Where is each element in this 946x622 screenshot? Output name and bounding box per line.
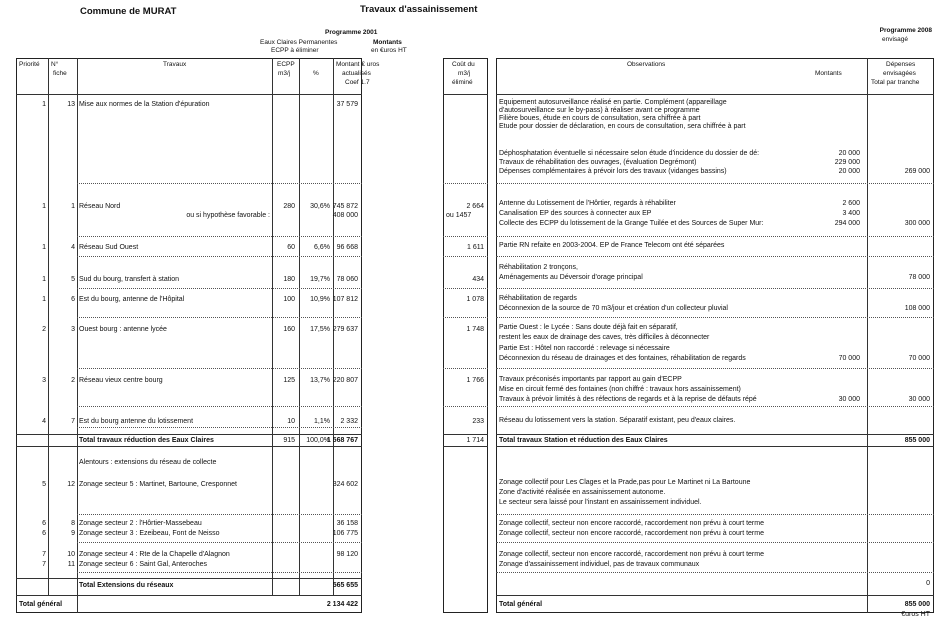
cout-cell: 1 766	[466, 377, 484, 384]
ecpp-cell: 10	[287, 418, 295, 425]
fiche-cell: 1	[71, 203, 75, 210]
cout-cell: 434	[472, 276, 484, 283]
travaux-lotissement: Est du bourg antenne du lotissement	[79, 418, 194, 425]
obs-line: Collecte des ECPP du lotissement de la Grange Tuilée et des Sources de Super Mur:	[499, 220, 764, 227]
cout-cell: 1 611	[467, 244, 484, 251]
fiche-cell: 9	[71, 530, 75, 537]
montant-cell: 36 158	[336, 520, 358, 527]
fiche-cell: 11	[67, 561, 75, 568]
obs-line: restent les eaux de drainage des caves, très difficiles à déconnecter	[499, 334, 710, 341]
obs-line: Zone d'activité réalisée en assainissement autonome.	[499, 489, 666, 496]
obs-line: Déconnexion de la source de 70 m3/jour et création d'un collecteur pluvial	[499, 305, 728, 312]
col-dep-2: envisagées	[883, 70, 916, 77]
obs-line: Zonage collectif pour Les Clages et la Prade,pas pour Le Martinet ni La Bartoune	[499, 479, 751, 486]
obs-line: Travaux préconisés importants par rapport au gain d'ECPP	[499, 376, 682, 383]
ecpp-cell: 60	[287, 244, 295, 251]
montant-total-general: 2 134 422	[326, 601, 358, 608]
cout-cell: 233	[472, 418, 484, 425]
alt-hypothese-label: ou si hypothèse favorable :	[186, 212, 270, 219]
alentours-label: Alentours : extensions du réseau de collecte	[79, 459, 217, 466]
montants-header: Montants	[373, 39, 402, 46]
pct-cell: 30,6%	[310, 203, 330, 210]
cout-cell: 2 664	[466, 203, 484, 210]
pct-cell: 10,9%	[310, 296, 330, 303]
obs-line: Travaux de réhabilitation des ouvrages, (évaluation Degrémont)	[499, 159, 697, 166]
programme-2008-label: Programme 2008	[879, 27, 932, 34]
obs-line: Aménagements au Déversoir d'orage principal	[499, 274, 643, 281]
ecpp-cell: 100	[283, 296, 295, 303]
fiche-cell: 3	[71, 326, 75, 333]
travaux-ouest: Ouest bourg : antenne lycée	[79, 326, 167, 333]
travaux-sudouest: Réseau Sud Ouest	[79, 244, 139, 251]
fiche-cell: 5	[71, 276, 75, 283]
travaux-zonage-4: Zonage secteur 4 : Rte de la Chapelle d'Alagnon	[79, 551, 230, 558]
obs-line: Partie Ouest : le Lycée : Sans doute déjà fait en séparatif,	[499, 324, 678, 331]
obs-total: 70 000	[908, 355, 930, 362]
cout-total: 1 714	[466, 437, 484, 444]
obs-line: d'autosurveillance sur le by-pass) à réaliser avant ce programme	[499, 107, 700, 114]
col-dep-3: Total par tranche	[871, 79, 920, 86]
obs-montant: 229 000	[834, 159, 860, 166]
ecpp-eliminer-label: ECPP à éliminer	[271, 47, 319, 54]
total-extensions-label: Total Extensions du réseaux	[79, 582, 174, 589]
col-obs-montants: Montants	[815, 70, 842, 77]
montant-cell: 78 060	[336, 276, 358, 283]
montant-cell: 324 602	[332, 481, 358, 488]
programme-2001-label: Programme 2001	[325, 29, 378, 36]
travaux-vieux: Réseau vieux centre bourg	[79, 377, 163, 384]
prio-cell: 1	[42, 296, 46, 303]
cout-cell: 1 078	[466, 296, 484, 303]
col-travaux: Travaux	[163, 61, 187, 68]
obs-line: Etude pour dossier de déclaration, en cours de consultation, sera chiffrée à part	[499, 123, 746, 130]
ecpp-cell: 180	[283, 276, 295, 283]
montant-cell: 107 812	[332, 296, 358, 303]
ecpp-cell: 280	[283, 203, 295, 210]
commune-title: Commune de MURAT	[80, 6, 177, 17]
cost-table-frame	[443, 58, 488, 613]
total-general-label: Total général	[19, 601, 63, 608]
col-cout-3: éliminé	[452, 79, 473, 86]
col-dep-1: Dépenses	[886, 61, 916, 68]
pct-cell: 6,6%	[314, 244, 330, 251]
obs-montant: 2 600	[842, 200, 860, 207]
montant-cell: 408 000	[332, 212, 358, 219]
cout-cell: ou 1457	[446, 212, 472, 219]
travaux-zonage-3: Zonage secteur 3 : Ezeibeau, Font de Neisso	[79, 530, 220, 537]
pct-cell: 1,1%	[314, 418, 330, 425]
obs-line: Zonage collectif, secteur non encore raccordé, raccordement non prévu à court terme	[499, 551, 764, 558]
obs-total-ext: 0	[926, 580, 930, 587]
obs-total: 108 000	[904, 305, 930, 312]
prio-cell: 6	[42, 520, 46, 527]
fiche-cell: 10	[67, 551, 75, 558]
col-ecpp-2: m3/j	[278, 70, 291, 77]
montant-cell: 96 668	[336, 244, 358, 251]
travaux-zonage-5: Zonage secteur 5 : Martinet, Bartoune, Cresponnet	[79, 481, 237, 488]
montant-cell: 220 807	[332, 377, 358, 384]
obs-montant: 294 000	[834, 220, 860, 227]
fiche-cell: 12	[67, 481, 75, 488]
montant-total-ec: 1 568 767	[326, 437, 358, 444]
obs-line: Filière boues, étude en cours de consultation, sera chiffrée à part	[499, 115, 701, 122]
obs-line: Partie Est : Hôtel non raccordé : relevage si nécessaire	[499, 345, 670, 352]
total-eaux-claires-label: Total travaux réduction des Eaux Claires	[79, 437, 214, 444]
prio-cell: 1	[42, 203, 46, 210]
obs-line: Travaux à prévoir limités à des réfections de regards et à la reprise de défauts répé	[499, 396, 757, 403]
obs-montant: 70 000	[838, 355, 860, 362]
obs-total: 300 000	[904, 220, 930, 227]
prio-cell: 1	[42, 101, 46, 108]
ecpp-total: 915	[283, 437, 295, 444]
obs-total-ec-label: Total travaux Station et réduction des Eaux Claires	[499, 437, 668, 444]
ecpp-cell: 160	[283, 326, 295, 333]
montant-cell: 745 872	[332, 203, 358, 210]
obs-line: Partie RN refaite en 2003-2004. EP de France Telecom ont été séparées	[499, 242, 725, 249]
obs-montant: 20 000	[838, 168, 860, 175]
obs-line: Equipement autosurveillance réalisé en partie. Complément (appareillage	[499, 99, 727, 106]
montant-cell: 279 637	[332, 326, 358, 333]
prio-cell: 4	[42, 418, 46, 425]
col-fiche-2: fiche	[53, 70, 67, 77]
envisage-label: envisagé	[882, 36, 909, 43]
obs-line: Zonage collectif, secteur non encore raccordé, raccordement non prévu à court terme	[499, 520, 764, 527]
obs-total-ec: 855 000	[904, 437, 930, 444]
obs-line: Zonage collectif, secteur non encore raccordé, raccordement non prévu à court terme	[499, 530, 764, 537]
montants-unit: en €uros HT	[371, 47, 407, 54]
obs-line: Déconnexion du réseau de drainages et des fontaines, réhabilitation de regards	[499, 355, 746, 362]
fiche-cell: 8	[71, 520, 75, 527]
obs-line: Dépenses complémentaires à prévoir lors des travaux (vidanges bassins)	[499, 168, 727, 175]
obs-line: Déphosphatation éventuelle si nécessaire selon étude d'incidence du dossier de dé:	[499, 150, 760, 157]
fiche-cell: 7	[71, 418, 75, 425]
travaux-zonage-2: Zonage secteur 2 : l'Hôrtier-Massebeau	[79, 520, 202, 527]
ecpp-cell: 125	[283, 377, 295, 384]
travaux-sudbourg: Sud du bourg, transfert à station	[79, 276, 180, 283]
montant-cell: 2 332	[340, 418, 358, 425]
obs-montant: 3 400	[842, 210, 860, 217]
col-ecpp-1: ECPP	[277, 61, 295, 68]
obs-line: Antenne du Lotissement de l'Hôrtier, regards à réhabiliter	[499, 200, 676, 207]
obs-montant: 30 000	[838, 396, 860, 403]
col-montant-2: actualisés	[342, 70, 371, 77]
prio-cell: 1	[42, 276, 46, 283]
pct-cell: 19,7%	[310, 276, 330, 283]
prio-cell: 3	[42, 377, 46, 384]
travaux-nord: Réseau Nord	[79, 203, 121, 210]
col-fiche-1: N°	[51, 61, 59, 68]
montant-cell: 106 775	[332, 530, 358, 537]
montant-total-ext: 565 655	[332, 582, 358, 589]
obs-line: Zonage d'assainissement individuel, pas de travaux communaux	[499, 561, 700, 568]
obs-line: Réseau du lotissement vers la station. Séparatif existant, peu d'eaux claires.	[499, 417, 736, 424]
obs-line: Réhabilitation 2 tronçons,	[499, 264, 578, 271]
fiche-cell: 4	[71, 244, 75, 251]
prio-cell: 7	[42, 561, 46, 568]
obs-total-general-label: Total général	[499, 601, 543, 608]
travaux-zonage-6: Zonage secteur 6 : Saint Gal, Anteroches	[79, 561, 208, 568]
pct-cell: 17,5%	[310, 326, 330, 333]
obs-line: Réhabilitation de regards	[499, 295, 577, 302]
fiche-cell: 6	[71, 296, 75, 303]
travaux-est: Est du bourg, antenne de l'Hôpital	[79, 296, 185, 303]
obs-total-general: 855 000	[904, 601, 930, 608]
col-cout-2: m3/j	[458, 70, 471, 77]
col-priorite: Priorité	[19, 61, 40, 68]
travaux-station: Mise aux normes de la Station d'épuration	[79, 101, 210, 108]
col-cout-1: Coût du	[452, 61, 475, 68]
pct-cell: 13,7%	[310, 377, 330, 384]
col-percent: %	[313, 70, 319, 77]
obs-total: 269 000	[904, 168, 930, 175]
col-montant-1: Montant € uros	[336, 61, 380, 68]
pct-total: 100,0%	[306, 437, 330, 444]
obs-montant: 20 000	[838, 150, 860, 157]
obs-total: 30 000	[908, 396, 930, 403]
fiche-cell: 2	[71, 377, 75, 384]
obs-line: Le secteur sera laissé pour l'instant en assainissement individuel.	[499, 499, 702, 506]
obs-total: 78 000	[908, 274, 930, 281]
montant-cell: 37 579	[336, 101, 358, 108]
cout-cell: 1 748	[466, 326, 484, 333]
obs-line: Mise en circuit fermé des fontaines (non chiffré : travaux hors assainissement)	[499, 386, 741, 393]
col-observations: Observations	[627, 61, 666, 68]
montant-cell: 98 120	[336, 551, 358, 558]
obs-line: Canalisation EP des sources à connecter aux EP	[499, 210, 652, 217]
col-montant-3: Coef 1.7	[345, 79, 370, 86]
fiche-cell: 13	[67, 101, 75, 108]
document-title: Travaux d'assainissement	[360, 4, 478, 15]
ecp-label: Eaux Claires Permanentes	[260, 39, 338, 46]
prio-cell: 2	[42, 326, 46, 333]
prio-cell: 5	[42, 481, 46, 488]
prio-cell: 6	[42, 530, 46, 537]
currency-unit-note: €uros HT	[901, 611, 930, 618]
prio-cell: 1	[42, 244, 46, 251]
prio-cell: 7	[42, 551, 46, 558]
